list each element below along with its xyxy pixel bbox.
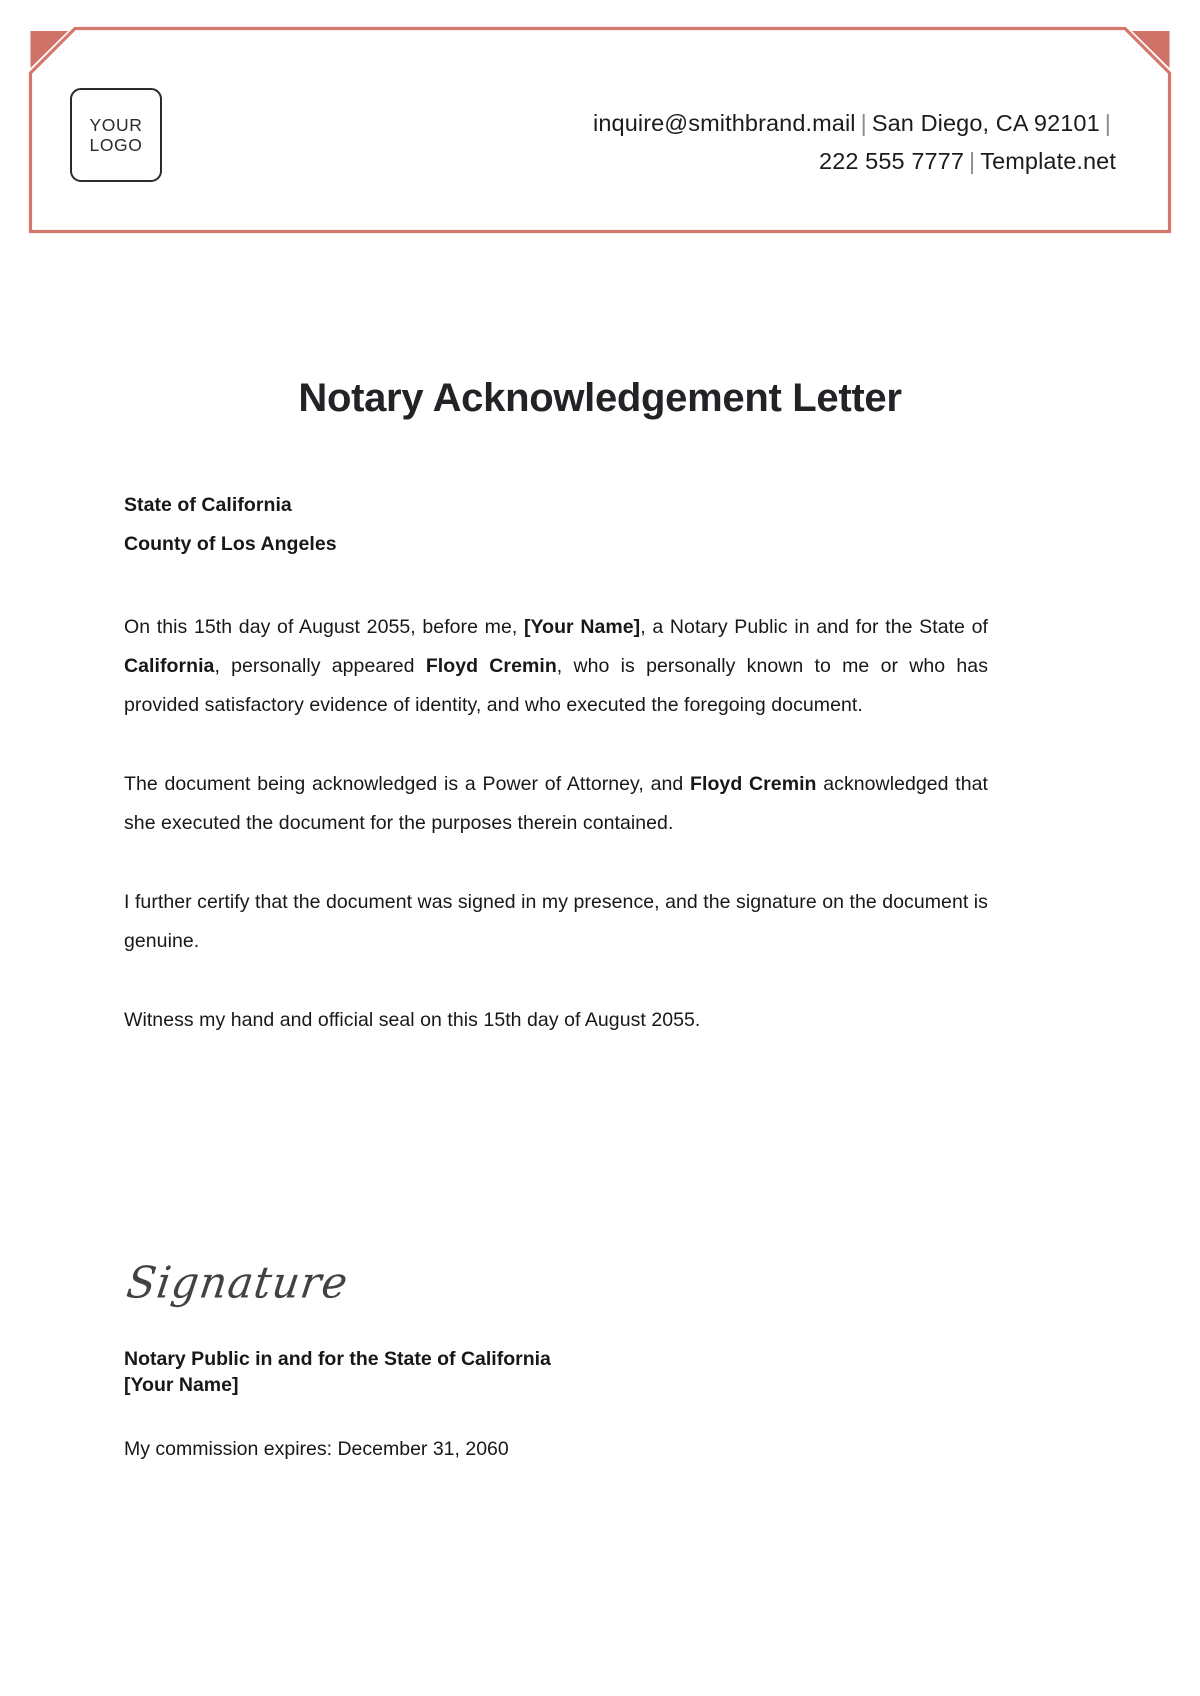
- signature-script-line: [123, 1257, 988, 1309]
- header-frame: [28, 26, 1172, 234]
- page-title: Notary Acknowledgement Letter: [298, 376, 902, 420]
- signature-mark: Signature: [123, 1257, 352, 1309]
- paragraph-witness: Witness my hand and official seal on this 15th day of August 2055.: [124, 1009, 701, 1031]
- signature-role: Notary Public in and for the State of California: [124, 1348, 551, 1371]
- corner-triangle-top-left: [31, 31, 69, 68]
- paragraph-certification: I further certify that the document was signed in my presence, and the signature on the document is genuine.: [124, 891, 988, 952]
- state-line: State of California: [124, 494, 292, 516]
- separator-icon: |: [1104, 110, 1111, 136]
- p1-text-2: , a Notary Public in and for the State of: [640, 616, 988, 638]
- separator-icon: |: [969, 148, 976, 175]
- letter-body: [124, 486, 988, 1040]
- p1-bold-your-name: [Your Name]: [523, 616, 641, 638]
- logo-placeholder: [70, 88, 162, 182]
- corner-triangle-top-right: [1132, 31, 1170, 68]
- paragraph-document-type: [124, 765, 988, 843]
- signature-block: [123, 1257, 988, 1464]
- contact-line-1: [593, 104, 1116, 142]
- p1-text-1: On this 15th day of August 2055, before me,: [124, 616, 524, 638]
- county-line: County of Los Angeles: [124, 533, 337, 555]
- p1-bold-signer: Floyd Cremin: [425, 655, 557, 677]
- signature-name: [Your Name]: [124, 1374, 239, 1397]
- contact-address: San Diego, CA 92101: [871, 110, 1100, 136]
- p1-bold-state: California: [124, 655, 215, 677]
- p2-text-1: The document being acknowledged is a Power of Attorney, and: [124, 773, 691, 795]
- p1-text-4: , who is personally known to me or who has provided satisfactory evidence of identity, and who executed the foregoing document.: [124, 655, 988, 716]
- contact-website: Template.net: [980, 148, 1116, 175]
- logo-line-1: YOUR: [89, 114, 143, 135]
- separator-icon: |: [860, 110, 867, 136]
- p2-bold-signer: Floyd Cremin: [690, 773, 817, 795]
- commission-expiry: My commission expires: December 31, 2060: [124, 1437, 509, 1460]
- contact-line-2: [593, 142, 1116, 180]
- contact-phone: 222 555 7777: [819, 148, 965, 175]
- p2-text-2: acknowledged that she executed the document for the purposes therein contained.: [124, 773, 989, 834]
- contact-block: [593, 104, 1116, 180]
- p1-text-3: , personally appeared: [214, 655, 426, 677]
- contact-email: inquire@smithbrand.mail: [593, 110, 856, 136]
- paragraph-acknowledgement: [124, 608, 988, 725]
- logo-line-2: LOGO: [89, 135, 143, 155]
